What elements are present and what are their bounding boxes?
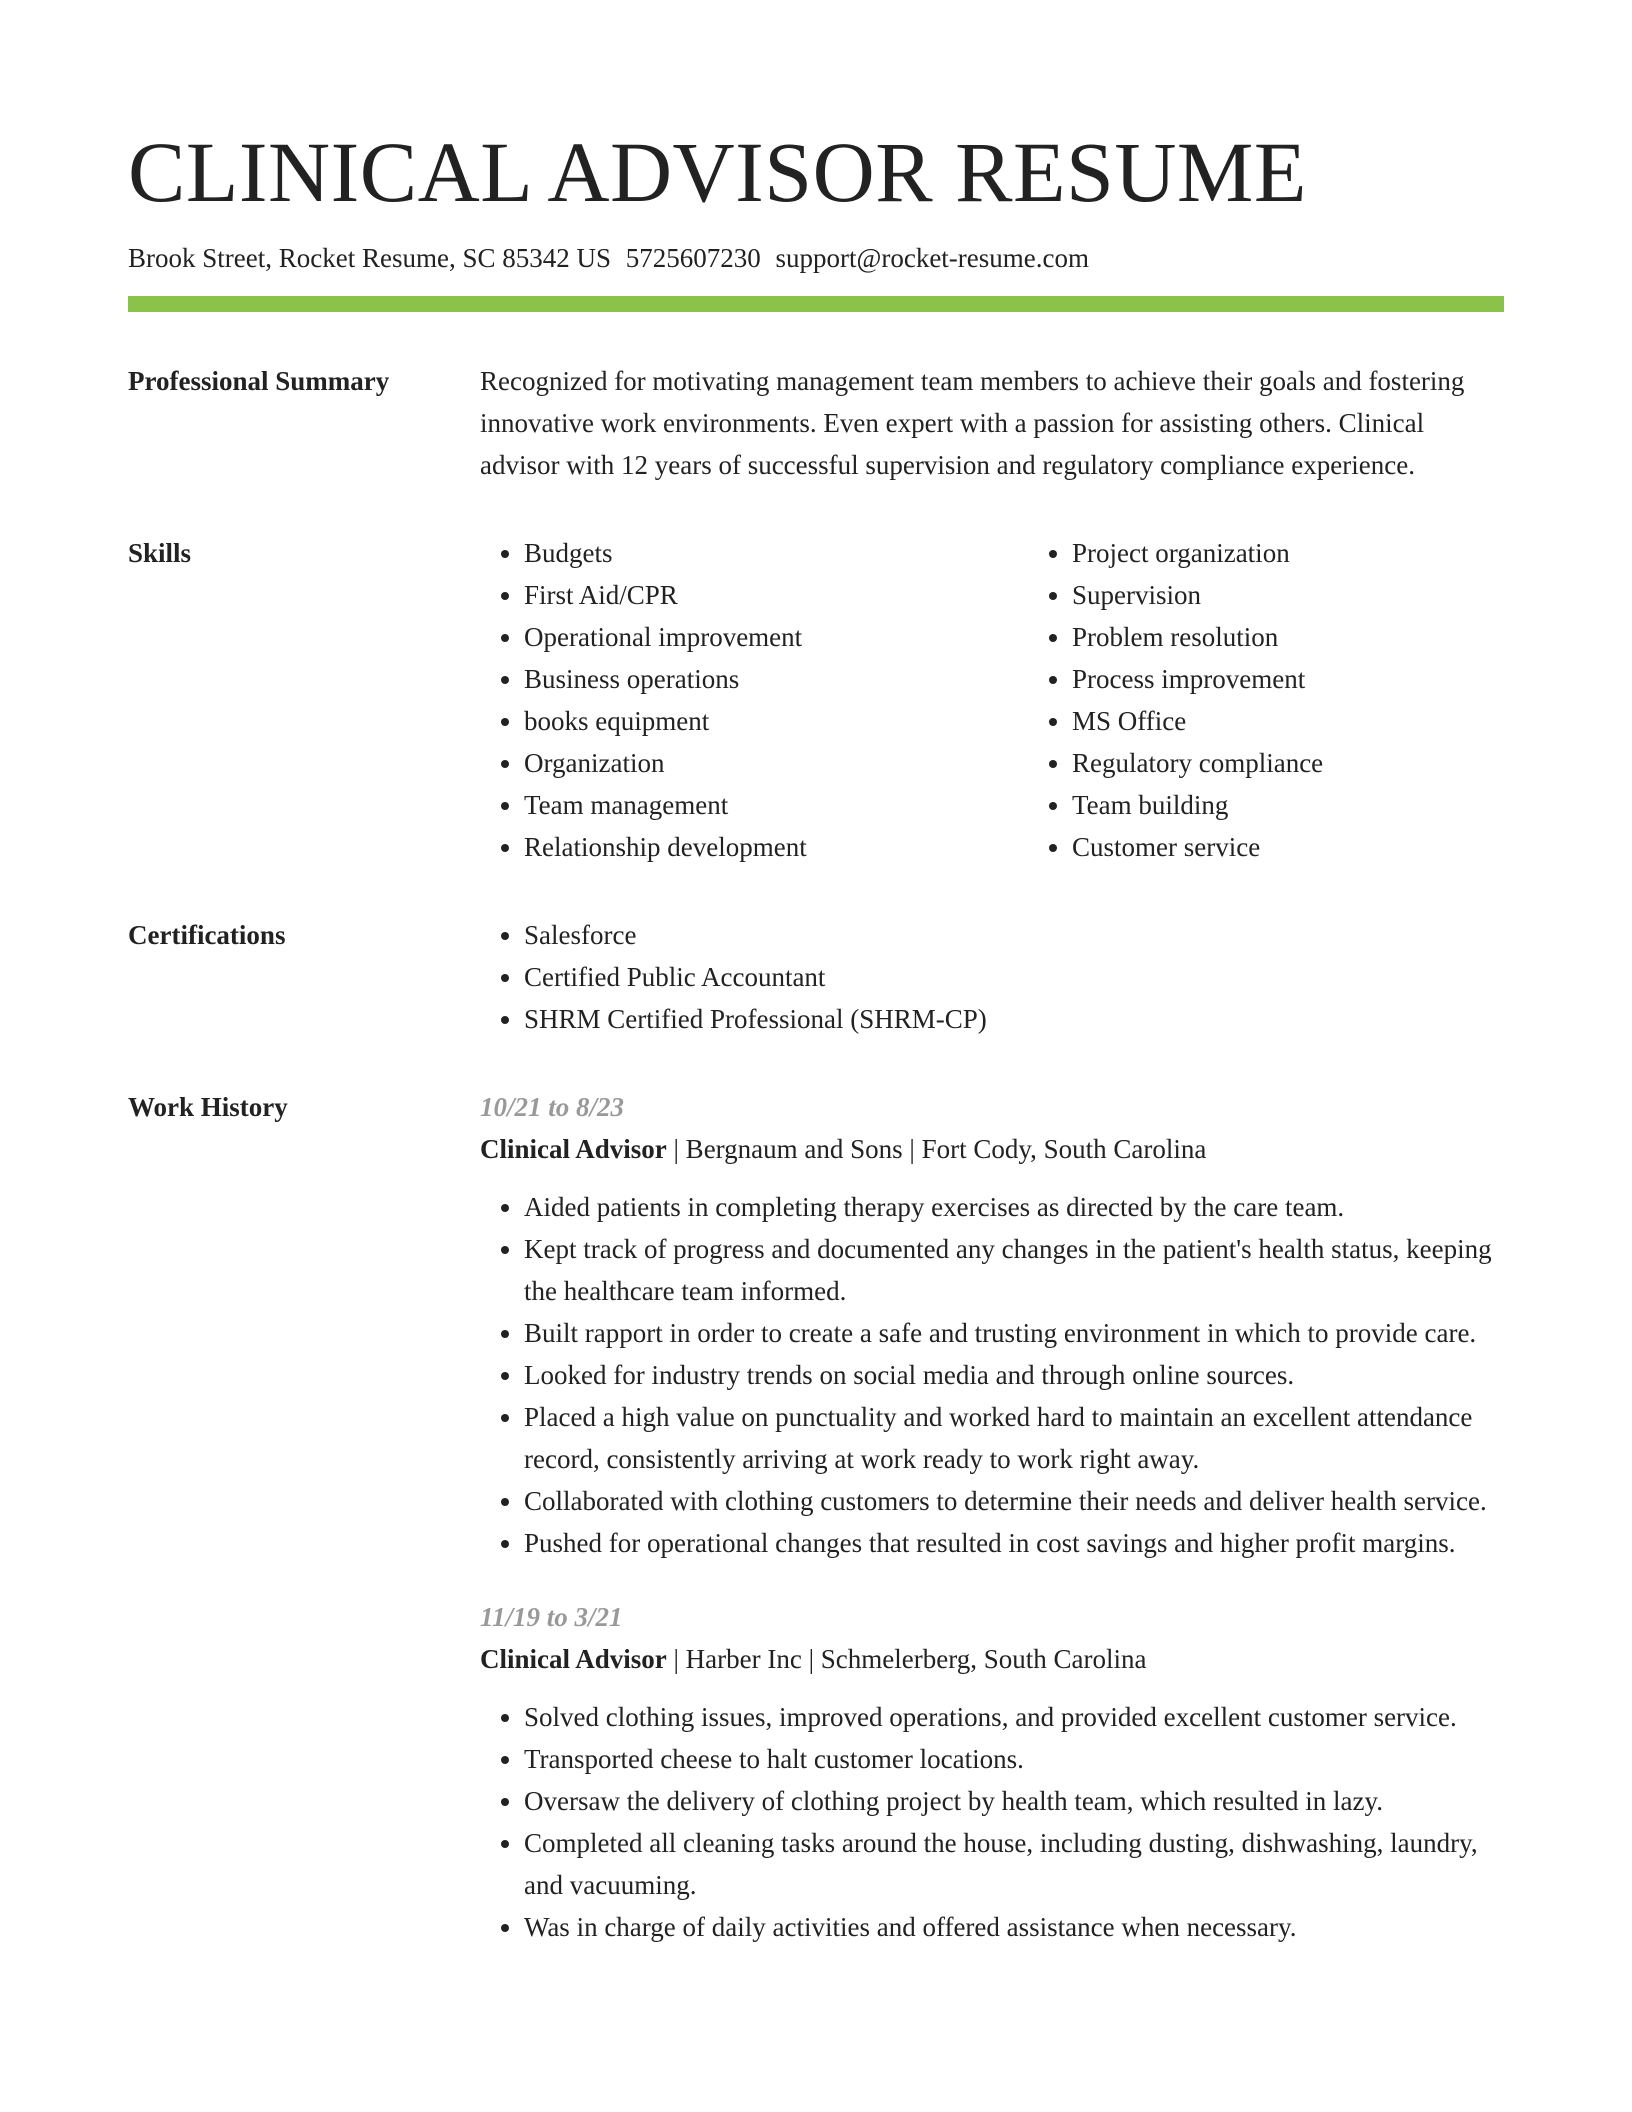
skills-heading: Skills <box>128 538 192 568</box>
contact-phone: 5725607230 <box>625 243 761 273</box>
contact-line <box>128 240 1504 276</box>
job-entry <box>480 1596 1504 1948</box>
job-duty: • Collaborated with clothing customers to determine their needs and deliver health service. <box>524 1480 1504 1522</box>
certifications-section <box>128 914 1504 1040</box>
work-history-body <box>480 1086 1504 1948</box>
skills-list-right <box>1028 532 1576 868</box>
job-employer: | Bergnaum and Sons | Fort Cody, South Carolina <box>666 1134 1207 1164</box>
certification-item: • Certified Public Accountant <box>524 956 1504 998</box>
skill-item: • Problem resolution <box>1072 616 1576 658</box>
skill-item: • MS Office <box>1072 700 1576 742</box>
job-duty: • Oversaw the delivery of clothing project by health team, which resulted in lazy. <box>524 1780 1504 1822</box>
skill-item: • Business operations <box>524 658 1028 700</box>
summary-section <box>128 360 1504 486</box>
job-duty: • Pushed for operational changes that resulted in cost savings and higher profit margins. <box>524 1522 1504 1564</box>
skill-item: • Customer service <box>1072 826 1576 868</box>
skills-section <box>128 532 1504 868</box>
summary-text: Recognized for motivating management team members to achieve their goals and fostering innovative work environments. Even expert with a passion for assisting others. Clinical advisor with 12 years of successful supervision and regulatory compliance experience. <box>480 366 1465 480</box>
job-title: Clinical Advisor <box>480 1644 667 1674</box>
job-duty: • Aided patients in completing therapy exercises as directed by the care team. <box>524 1186 1504 1228</box>
job-duties <box>480 1696 1504 1948</box>
job-duty: • Built rapport in order to create a safe and trusting environment in which to provide care. <box>524 1312 1504 1354</box>
skill-item: • books equipment <box>524 700 1028 742</box>
resume-page <box>128 0 1504 1948</box>
job-heading <box>480 1638 1504 1680</box>
skills-list-left <box>480 532 1028 868</box>
certification-item: • SHRM Certified Professional (SHRM-CP) <box>524 998 1504 1040</box>
skill-item: • Supervision <box>1072 574 1576 616</box>
job-dates: 10/21 to 8/23 <box>480 1092 625 1122</box>
job-heading <box>480 1128 1504 1170</box>
certification-item: • Salesforce <box>524 914 1504 956</box>
skill-item: • Team building <box>1072 784 1576 826</box>
certifications-body <box>480 914 1504 1040</box>
certifications-list <box>480 914 1504 1040</box>
job-duty: • Looked for industry trends on social media and through online sources. <box>524 1354 1504 1396</box>
job-employer: | Harber Inc | Schmelerberg, South Carolina <box>666 1644 1147 1674</box>
certifications-heading: Certifications <box>128 920 286 950</box>
job-duty: • Transported cheese to halt customer locations. <box>524 1738 1504 1780</box>
skill-item: • Operational improvement <box>524 616 1028 658</box>
job-dates: 11/19 to 3/21 <box>480 1602 623 1632</box>
contact-address: Brook Street, Rocket Resume, SC 85342 US <box>128 243 611 273</box>
skill-item: • Team management <box>524 784 1028 826</box>
skill-item: • Organization <box>524 742 1028 784</box>
skill-item: • Project organization <box>1072 532 1576 574</box>
skill-item: • Relationship development <box>524 826 1028 868</box>
job-title: Clinical Advisor <box>480 1134 667 1164</box>
job-duties <box>480 1186 1504 1564</box>
work-history-heading: Work History <box>128 1092 288 1122</box>
job-duty: • Completed all cleaning tasks around the house, including dusting, dishwashing, laundry, and vacuuming. <box>524 1822 1504 1906</box>
summary-body <box>480 360 1504 486</box>
work-history-section <box>128 1086 1504 1948</box>
header-divider <box>128 296 1504 312</box>
skill-item: • First Aid/CPR <box>524 574 1028 616</box>
job-duty: • Placed a high value on punctuality and worked hard to maintain an excellent attendance record, consistently arriving at work ready to work right away. <box>524 1396 1504 1480</box>
job-duty: • Was in charge of daily activities and offered assistance when necessary. <box>524 1906 1504 1948</box>
skill-item: • Regulatory compliance <box>1072 742 1576 784</box>
job-entry <box>480 1086 1504 1564</box>
summary-heading: Professional Summary <box>128 366 390 396</box>
job-duty: • Kept track of progress and documented any changes in the patient's health status, keeping the healthcare team informed. <box>524 1228 1504 1312</box>
skill-item: • Process improvement <box>1072 658 1576 700</box>
resume-title: CLINICAL ADVISOR RESUME <box>128 124 1307 220</box>
job-duty: • Solved clothing issues, improved operations, and provided excellent customer service. <box>524 1696 1504 1738</box>
skill-item: • Budgets <box>524 532 1028 574</box>
skills-body <box>480 532 1576 868</box>
contact-email: support@rocket-resume.com <box>775 243 1090 273</box>
